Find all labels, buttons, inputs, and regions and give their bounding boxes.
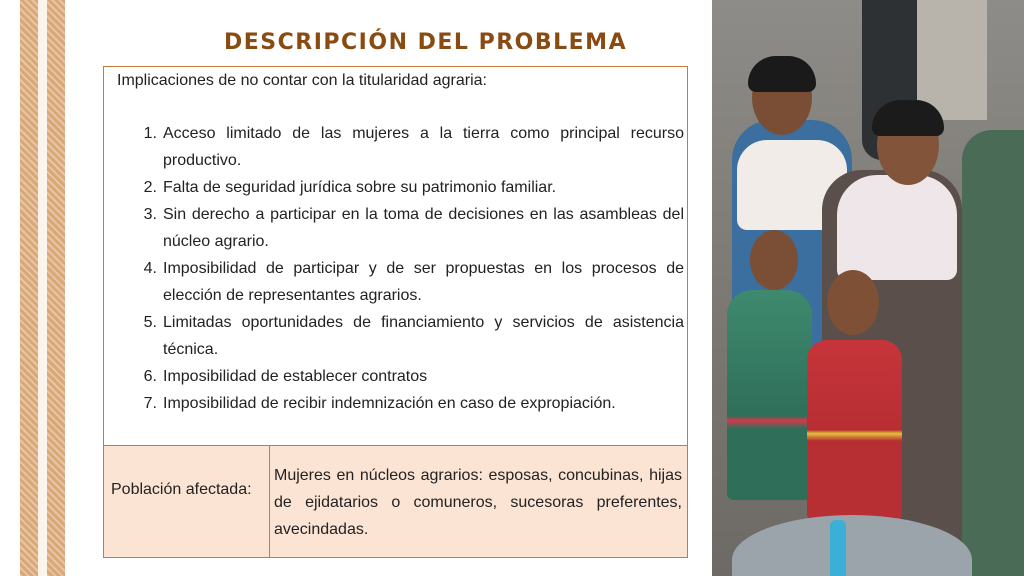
list-item-number: 5.: [143, 314, 157, 331]
photo-girl-red-dress: [807, 340, 902, 520]
problem-table: [103, 66, 688, 558]
photo-woman-center-hair: [872, 100, 944, 136]
list-item: [116, 120, 684, 174]
photo-tub-handle: [830, 520, 846, 576]
list-item-number: 4.: [143, 260, 157, 277]
photo-woman-center-blouse: [837, 175, 957, 280]
list-item-text: Limitadas oportunidades de financiamiento y servicios de asistencia técnica.: [163, 314, 684, 358]
list-item-text: Imposibilidad de participar y de ser propuestas en los procesos de elección de representantes agrarios.: [163, 260, 684, 304]
photo-person-right: [962, 130, 1024, 576]
photo-girl-green-dress: [727, 290, 812, 500]
list-item-number: 7.: [143, 395, 157, 412]
cell-divider: [269, 446, 270, 557]
photo-women-and-girls: [712, 0, 1024, 576]
list-item: [116, 201, 684, 255]
list-item-text: Acceso limitado de las mujeres a la tierra como principal recurso productivo.: [163, 125, 684, 169]
slide-title: DESCRIPCIÓN DEL PROBLEMA: [224, 30, 628, 55]
photo-woman-left-hair: [748, 56, 816, 92]
list-item-text: Imposibilidad de establecer contratos: [163, 368, 428, 385]
decorative-band-left: [20, 0, 38, 576]
list-item: [116, 174, 684, 201]
list-item: [116, 363, 684, 390]
list-item-text: Sin derecho a participar en la toma de decisiones en las asambleas del núcleo agrario.: [163, 206, 684, 250]
implications-list: [116, 120, 684, 417]
list-item-number: 6.: [143, 368, 157, 385]
list-item-number: 2.: [143, 179, 157, 196]
implications-intro: Implicaciones de no contar con la titularidad agraria:: [117, 72, 487, 89]
decorative-band-gap: [38, 0, 47, 576]
population-row: [104, 446, 687, 557]
photo-girl-red-head: [827, 270, 879, 335]
list-item-text: Imposibilidad de recibir indemnización en caso de expropiación.: [163, 395, 616, 412]
implications-cell: [104, 67, 687, 446]
photo-girl-green-head: [750, 230, 798, 290]
decorative-band-right: [47, 0, 65, 576]
list-item-text: Falta de seguridad jurídica sobre su patrimonio familiar.: [163, 179, 557, 196]
list-item: [116, 255, 684, 309]
population-description: Mujeres en núcleos agrarios: esposas, concubinas, hijas de ejidatarios o comuneros, sucesoras preferentes, avecindadas.: [274, 467, 682, 538]
list-item: [116, 390, 684, 417]
list-item-number: 3.: [143, 206, 157, 223]
population-label: Población afectada:: [111, 481, 252, 498]
list-item: [116, 309, 684, 363]
list-item-number: 1.: [143, 125, 157, 142]
